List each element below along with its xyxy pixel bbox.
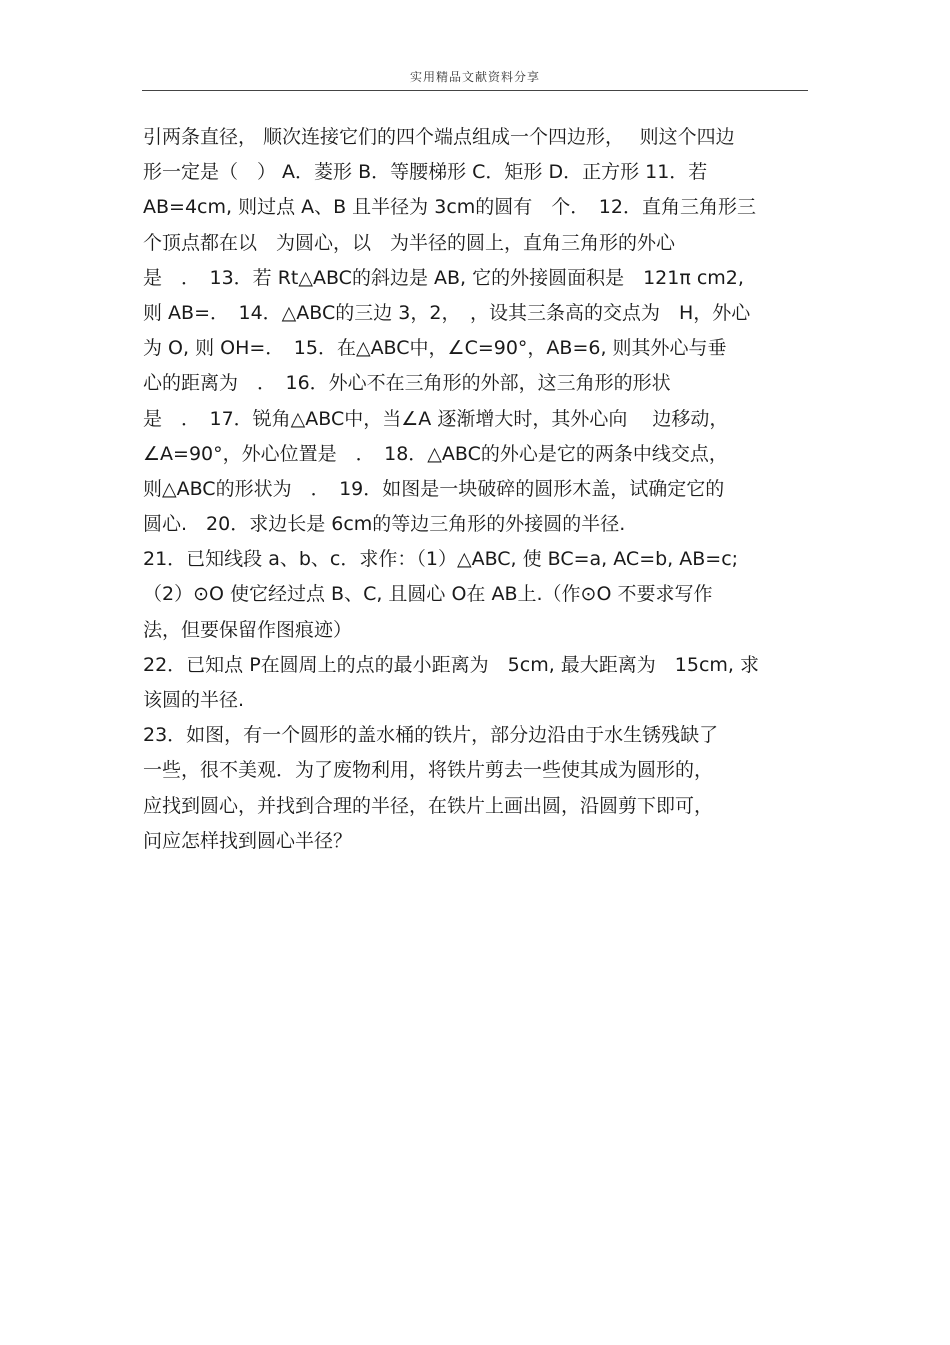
text-line: 引两条直径， 顺次连接它们的四个端点组成一个四边形， 则这个四边 bbox=[143, 126, 735, 148]
text-line: AB=4cm, 则过点 A、B 且半径为 3cm的圆有 个． 12．直角三角形三 bbox=[143, 196, 756, 219]
text-line: 心的距离为 ． 16．外心不在三角形的外部，这三角形的形状 bbox=[143, 372, 671, 395]
text-line: 一些，很不美观．为了废物利用，将铁片剪去一些使其成为圆形的， bbox=[143, 759, 714, 782]
text-line: 22．已知点 P在圆周上的点的最小距离为 5cm, 最大距离为 15cm, 求 bbox=[143, 653, 760, 676]
text-line: 形一定是（ ） A．菱形 B．等腰梯形 C．矩形 D．正方形 11．若 bbox=[143, 161, 708, 184]
text-line: （2）⊙O 使它经过点 B、C, 且圆心 O在 AB上.（作⊙O 不要求写作 bbox=[143, 583, 713, 606]
text-line: 该圆的半径. bbox=[143, 689, 245, 711]
text-line: 则△ABC的形状为 ． 19．如图是一块破碎的圆形木盖，试确定它的 bbox=[143, 477, 725, 500]
text-line: 23．如图，有一个圆形的盖水桶的铁片，部分边沿由于水生锈残缺了 bbox=[143, 724, 719, 747]
text-line: 圆心. 20．求边长是 6cm的等边三角形的外接圆的半径. bbox=[143, 513, 626, 536]
text-line: 法，但要保留作图痕迹） bbox=[143, 618, 353, 641]
page-header: 实用精品文献资料分享 bbox=[409, 70, 540, 84]
text-line: 问应怎样找到圆心半径？ bbox=[143, 829, 353, 852]
text-line: 是 ． 17．锐角△ABC中，当∠A 逐渐增大时，其外心向 边移动， bbox=[143, 407, 729, 430]
text-line: ∠A=90°，外心位置是 ． 18．△ABC的外心是它的两条中线交点， bbox=[143, 442, 728, 465]
text-line: 21．已知线段 a、b、c．求作：（1）△ABC, 使 BC=a, AC=b, AB=c; bbox=[143, 548, 739, 571]
document-body bbox=[143, 120, 823, 859]
text-line: 是 ． 13．若 Rt△ABC的斜边是 AB, 它的外接圆面积是 121π cm2, bbox=[143, 266, 744, 289]
text-line: 应找到圆心，并找到合理的半径，在铁片上画出圆，沿圆剪下即可， bbox=[143, 794, 714, 817]
text-line: 个顶点都在以 为圆心，以 为半径的圆上，直角三角形的外心 bbox=[143, 231, 676, 254]
text-line: 则 AB=． 14．△ABC的三边 3，2， ，设其三条高的交点为 H，外心 bbox=[143, 301, 751, 324]
header-divider bbox=[142, 90, 808, 91]
text-line: 为 O, 则 OH=． 15．在△ABC中，∠C=90°，AB=6, 则其外心与垂 bbox=[143, 337, 727, 360]
